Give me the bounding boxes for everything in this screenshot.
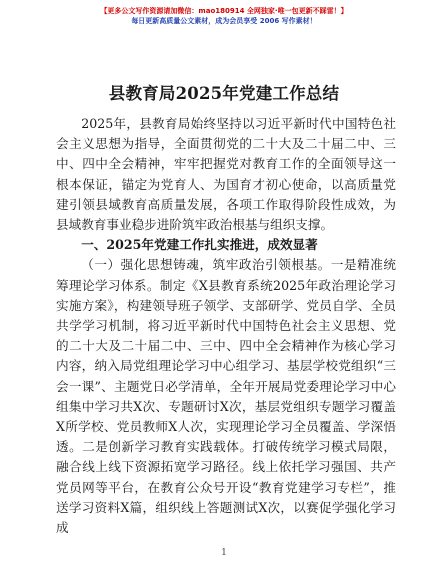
page-number: 1 bbox=[221, 548, 227, 558]
document-body bbox=[56, 114, 396, 538]
section-heading: 一、2025年党建工作扎实推进，成效显著 bbox=[81, 237, 318, 253]
promo-banner-line-2: 每日更新高质量公文素材，成为会员享受 2006 写作素材！ bbox=[131, 17, 317, 25]
intro-paragraph: 2025年，县教育局始终坚持以习近平新时代中国特色社会主义思想为指导，全面贯彻党的二十大及二十届二中、三中、四中全会精神，牢牢把握党对教育工作的全面领导这一根本保证，锚定为党育人、为国育才初心使命，以高质量党建引领县域教育高质量发展，各项工作取得阶段性成效，为县域教育事业稳步进阶筑牢政治根基与组织支撑。 bbox=[56, 116, 396, 233]
section-paragraph: （一）强化思想铸魂，筑牢政治引领根基。一是精准统筹理论学习体系。制定《X县教育系统2025年政治理论学习实施方案》，构建领导班子领学、支部研学、党员自学、全员共学学习机制，将习近平新时代中国特色社会主义思想、党的二十大及二十届二中、三中、四中全会精神作为核心学习内容，纳入局党组理论学习中心组学习、基层学校党组织“三会一课”、主题党日必学清单，全年开展局党委理论学习中心组集中学习共X次、专题研讨X次，基层党组织专题学习覆盖X所学校、党员教师X人次，实现理论学习全员覆盖、学深悟透。二是创新学习教育实践载体。打破传统学习模式局限，融合线上线下资源拓宽学习路径。线上依托学习强国、共产党员网等平台，在教育公众号开设“教育党建学习专栏”，推送学习资料X篇，组织线上答题测试X次，以赛促学强化学习成 bbox=[56, 257, 396, 536]
document-title: 县教育局2025年党建工作总结 bbox=[108, 84, 340, 103]
promo-banner bbox=[0, 6, 448, 26]
promo-banner-line-1: 【更多公文写作资源请加微信：mao180914 全网独家·唯一包更新不踩雷！】 bbox=[100, 7, 348, 15]
